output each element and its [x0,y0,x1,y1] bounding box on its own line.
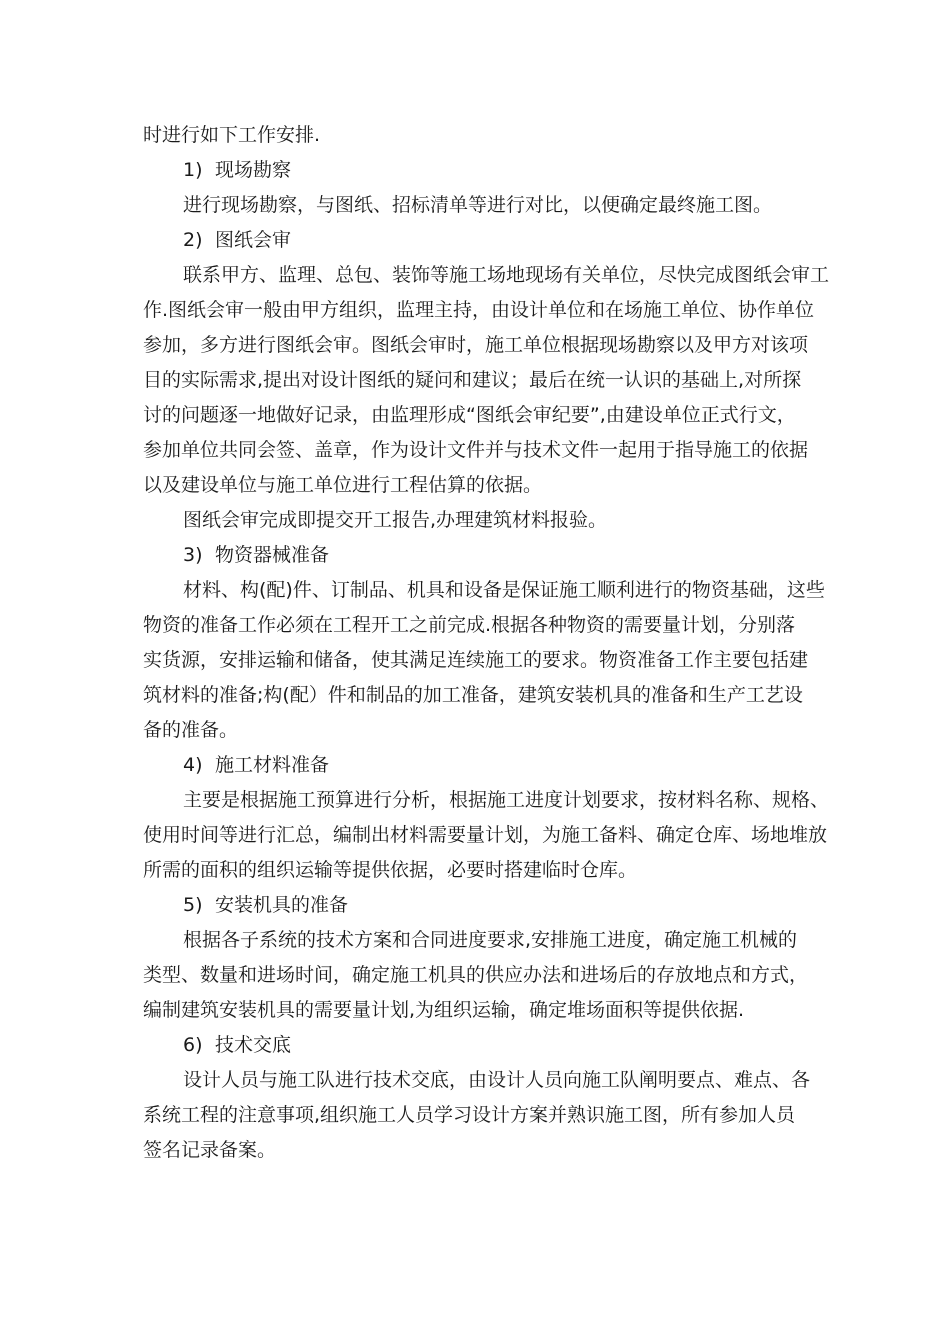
section-number: 3) [183,544,203,566]
section-title: 安装机具的准备 [215,894,349,916]
body-paragraph [143,1063,811,1168]
section-heading [143,153,807,188]
text-line: 编制建筑安装机具的需要量计划,为组织运输，确定堆场面积等提供依据. [143,999,745,1021]
text-line: 以及建设单位与施工单位进行工程估算的依据。 [143,474,543,496]
section-heading [143,888,807,923]
section-title: 现场勘察 [215,159,292,181]
body-paragraph [143,258,830,503]
section-title: 施工材料准备 [215,754,330,776]
text-line: 参加单位共同会签、盖章，作为设计文件并与技术文件一起用于指导施工的依据 [143,439,809,461]
text-line: 联系甲方、监理、总包、装饰等施工场地现场有关单位，尽快完成图纸会审工 [183,264,830,286]
text-line: 设计人员与施工队进行技术交底，由设计人员向施工队阐明要点、难点、各 [183,1069,811,1091]
section-number: 6) [183,1034,203,1056]
text-line: 目的实际需求,提出对设计图纸的疑问和建议；最后在统一认识的基础上,对所探 [143,369,802,391]
text-line: 时进行如下工作安排. [143,124,321,146]
section-number: 4) [183,754,203,776]
text-line: 参加，多方进行图纸会审。图纸会审时，施工单位根据现场勘察以及甲方对该项 [143,334,809,356]
text-line: 作.图纸会审一般由甲方组织，监理主持，由设计单位和在场施工单位、协作单位 [143,299,815,321]
text-line: 类型、数量和进场时间，确定施工机具的供应办法和进场后的存放地点和方式， [143,964,809,986]
text-line: 实货源，安排运输和储备，使其满足连续施工的要求。物资准备工作主要包括建 [143,649,809,671]
section-number: 5) [183,894,203,916]
text-line: 系统工程的注意事项,组织施工人员学习设计方案并熟识施工图，所有参加人员 [143,1104,796,1126]
section-heading [143,538,807,573]
text-line: 筑材料的准备;构(配）件和制品的加工准备，建筑安装机具的准备和生产工艺设 [143,684,803,706]
section-title: 图纸会审 [215,229,292,251]
section-title: 物资器械准备 [215,544,330,566]
section-heading [143,1028,807,1063]
body-paragraph [143,923,807,1028]
section-heading [143,223,807,258]
body-paragraph [143,783,830,888]
section-number: 1) [183,159,203,181]
text-line: 进行现场勘察，与图纸、招标清单等进行对比，以便确定最终施工图。 [183,194,773,216]
text-line: 图纸会审完成即提交开工报告,办理建筑材料报验。 [183,509,608,531]
body-paragraph [143,503,807,538]
text-line: 主要是根据施工预算进行分析，根据施工进度计划要求，按材料名称、规格、 [183,789,830,811]
text-line: 所需的面积的组织运输等提供依据，必要时搭建临时仓库。 [143,859,638,881]
text-line: 签名记录备案。 [143,1139,277,1161]
section-number: 2) [183,229,203,251]
document-page [143,118,830,1168]
text-line: 根据各子系统的技术方案和合同进度要求,安排施工进度，确定施工机械的 [183,929,798,951]
text-line: 材料、构(配)件、订制品、机具和设备是保证施工顺利进行的物资基础，这些 [183,579,825,601]
body-paragraph [143,573,825,748]
section-title: 技术交底 [215,1034,292,1056]
text-line: 讨的问题逐一地做好记录，由监理形成“图纸会审纪要”,由建设单位正式行文， [143,404,796,426]
text-line: 物资的准备工作必须在工程开工之前完成.根据各种物资的需要量计划，分别落 [143,614,796,636]
text-line: 使用时间等进行汇总，编制出材料需要量计划，为施工备料、确定仓库、场地堆放 [143,824,828,846]
body-paragraph [143,188,807,223]
body-paragraph [143,118,807,153]
text-line: 备的准备。 [143,719,239,741]
section-heading [143,748,807,783]
